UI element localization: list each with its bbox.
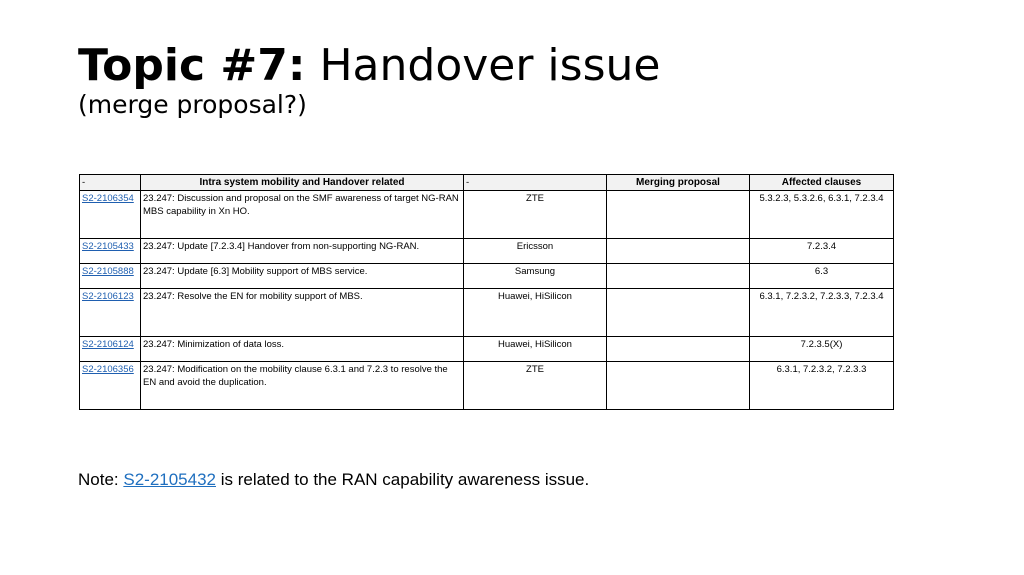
doc-link[interactable]: S2-2105433 bbox=[82, 241, 134, 252]
header-affected-clauses: Affected clauses bbox=[750, 175, 894, 191]
table-row bbox=[80, 362, 894, 410]
title-cell: 23.247: Update [6.3] Mobility support of MBS service. bbox=[141, 264, 464, 289]
table-row bbox=[80, 239, 894, 264]
source-cell: ZTE bbox=[464, 191, 607, 239]
header-row bbox=[80, 175, 894, 191]
doc-cell bbox=[80, 337, 141, 362]
merge-cell bbox=[607, 337, 750, 362]
clauses-cell: 6.3.1, 7.2.3.2, 7.2.3.3 bbox=[750, 362, 894, 410]
header-merging-proposal: Merging proposal bbox=[607, 175, 750, 191]
note-link[interactable]: S2-2105432 bbox=[123, 470, 216, 489]
table-row bbox=[80, 264, 894, 289]
title-cell: 23.247: Update [7.2.3.4] Handover from non-supporting NG-RAN. bbox=[141, 239, 464, 264]
doc-link[interactable]: S2-2106123 bbox=[82, 291, 134, 302]
handover-table bbox=[79, 174, 894, 410]
clauses-cell: 7.2.3.5(X) bbox=[750, 337, 894, 362]
table-row bbox=[80, 191, 894, 239]
doc-link[interactable]: S2-2106354 bbox=[82, 193, 134, 204]
source-cell: ZTE bbox=[464, 362, 607, 410]
header-source: - bbox=[464, 175, 607, 191]
doc-link[interactable]: S2-2105888 bbox=[82, 266, 134, 277]
doc-cell bbox=[80, 239, 141, 264]
title-bold: Topic #7: bbox=[78, 40, 306, 91]
title-block bbox=[78, 40, 660, 120]
doc-cell bbox=[80, 264, 141, 289]
header-title: Intra system mobility and Handover related bbox=[141, 175, 464, 191]
merge-cell bbox=[607, 239, 750, 264]
title-cell: 23.247: Minimization of data loss. bbox=[141, 337, 464, 362]
doc-link[interactable]: S2-2106356 bbox=[82, 364, 134, 375]
slide-title bbox=[78, 40, 660, 92]
source-cell: Ericsson bbox=[464, 239, 607, 264]
doc-cell bbox=[80, 289, 141, 337]
clauses-cell: 7.2.3.4 bbox=[750, 239, 894, 264]
title-cell: 23.247: Discussion and proposal on the SMF awareness of target NG-RAN MBS capability in Xn HO. bbox=[141, 191, 464, 239]
merge-cell bbox=[607, 264, 750, 289]
slide-subtitle: (merge proposal?) bbox=[78, 90, 307, 119]
title-cell: 23.247: Resolve the EN for mobility support of MBS. bbox=[141, 289, 464, 337]
merge-cell bbox=[607, 362, 750, 410]
table-row bbox=[80, 337, 894, 362]
table-row bbox=[80, 289, 894, 337]
note-suffix: is related to the RAN capability awareness issue. bbox=[216, 470, 590, 489]
merge-cell bbox=[607, 289, 750, 337]
title-rest: Handover issue bbox=[305, 40, 661, 91]
note-text bbox=[78, 469, 589, 491]
title-cell: 23.247: Modification on the mobility clause 6.3.1 and 7.2.3 to resolve the EN and avoid the duplication. bbox=[141, 362, 464, 410]
doc-cell bbox=[80, 362, 141, 410]
doc-cell bbox=[80, 191, 141, 239]
source-cell: Huawei, HiSilicon bbox=[464, 337, 607, 362]
source-cell: Samsung bbox=[464, 264, 607, 289]
header-doc: - bbox=[80, 175, 141, 191]
source-cell: Huawei, HiSilicon bbox=[464, 289, 607, 337]
note-prefix: Note: bbox=[78, 470, 124, 489]
clauses-cell: 6.3.1, 7.2.3.2, 7.2.3.3, 7.2.3.4 bbox=[750, 289, 894, 337]
clauses-cell: 5.3.2.3, 5.3.2.6, 6.3.1, 7.2.3.4 bbox=[750, 191, 894, 239]
doc-link[interactable]: S2-2106124 bbox=[82, 339, 134, 350]
merge-cell bbox=[607, 191, 750, 239]
clauses-cell: 6.3 bbox=[750, 264, 894, 289]
